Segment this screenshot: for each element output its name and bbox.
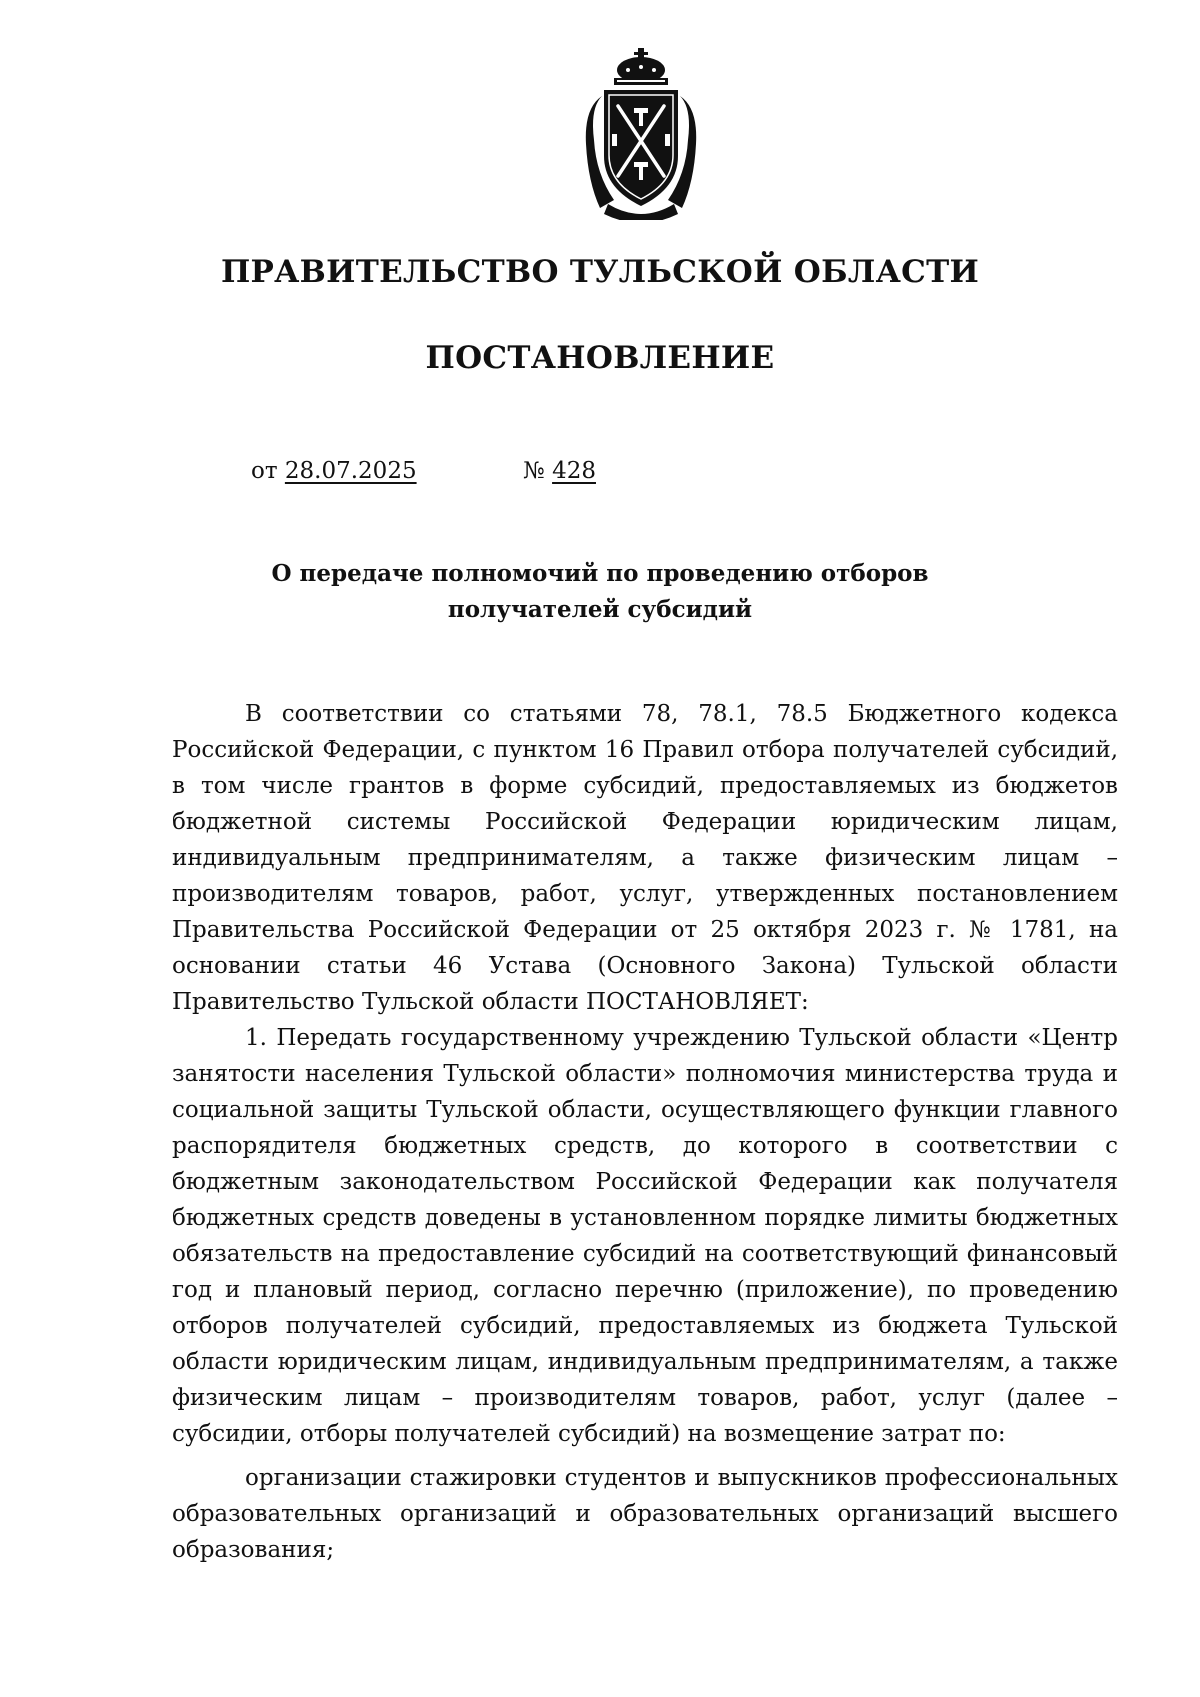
- subject-line-2: получателей субсидий: [447, 596, 753, 623]
- coat-of-arms-emblem: [584, 48, 698, 220]
- paragraph-internship: организации стажировки студентов и выпускников профессиональных образовательных организаций и образовательных организаций высшего образования;: [172, 1465, 1118, 1563]
- number-value: 428: [552, 458, 596, 484]
- paragraph-item-1: 1. Передать государственному учреждению Тульской области «Центр занятости населения Тульской области» полномочия министерства труда и социальной защиты Тульской области, осуществляющего функции главного распорядителя бюджетных средств, до которого в соответствии с бюджетным законодательством Российской Федерации как получателя бюджетных средств доведены в установленном порядке лимиты бюджетных обязательств на предоставление субсидий на соответствующий финансовый год и плановый период, согласно перечню (приложение), по проведению отборов получателей субсидий, предоставляемых из бюджета Тульской области юридическим лицам, индивидуальным предпринимателям, а также физическим лицам – производителям товаров, работ, услуг (далее – субсидии, отборы получателей субсидий) на возмещение затрат по:: [172, 1025, 1118, 1447]
- subject-line-1: О передаче полномочий по проведению отборов: [271, 560, 929, 587]
- document-number: [523, 458, 596, 484]
- date-value: 28.07.2025: [284, 458, 417, 484]
- organization-title: ПРАВИТЕЛЬСТВО ТУЛЬСКОЙ ОБЛАСТИ: [220, 254, 980, 290]
- document-subject: [250, 556, 950, 628]
- document-body: [172, 696, 1118, 1568]
- document-date: [251, 458, 417, 484]
- number-prefix: №: [523, 458, 545, 484]
- document-type-title: ПОСТАНОВЛЕНИЕ: [425, 340, 775, 376]
- paragraph-preamble: В соответствии со статьями 78, 78.1, 78.5 Бюджетного кодекса Российской Федерации, с пунктом 16 Правил отбора получателей субсидий, в том числе грантов в форме субсидий, предоставляемых из бюджетов бюджетной системы Российской Федерации юридическим лицам, индивидуальным предпринимателям, а также физическим лицам – производителям товаров, работ, услуг, утвержденных постановлением Правительства Российской Федерации от 25 октября 2023 г. № 1781, на основании статьи 46 Устава (Основного Закона) Тульской области Правительство Тульской области ПОСТАНОВЛЯЕТ:: [172, 701, 1118, 1015]
- date-prefix: от: [251, 458, 278, 484]
